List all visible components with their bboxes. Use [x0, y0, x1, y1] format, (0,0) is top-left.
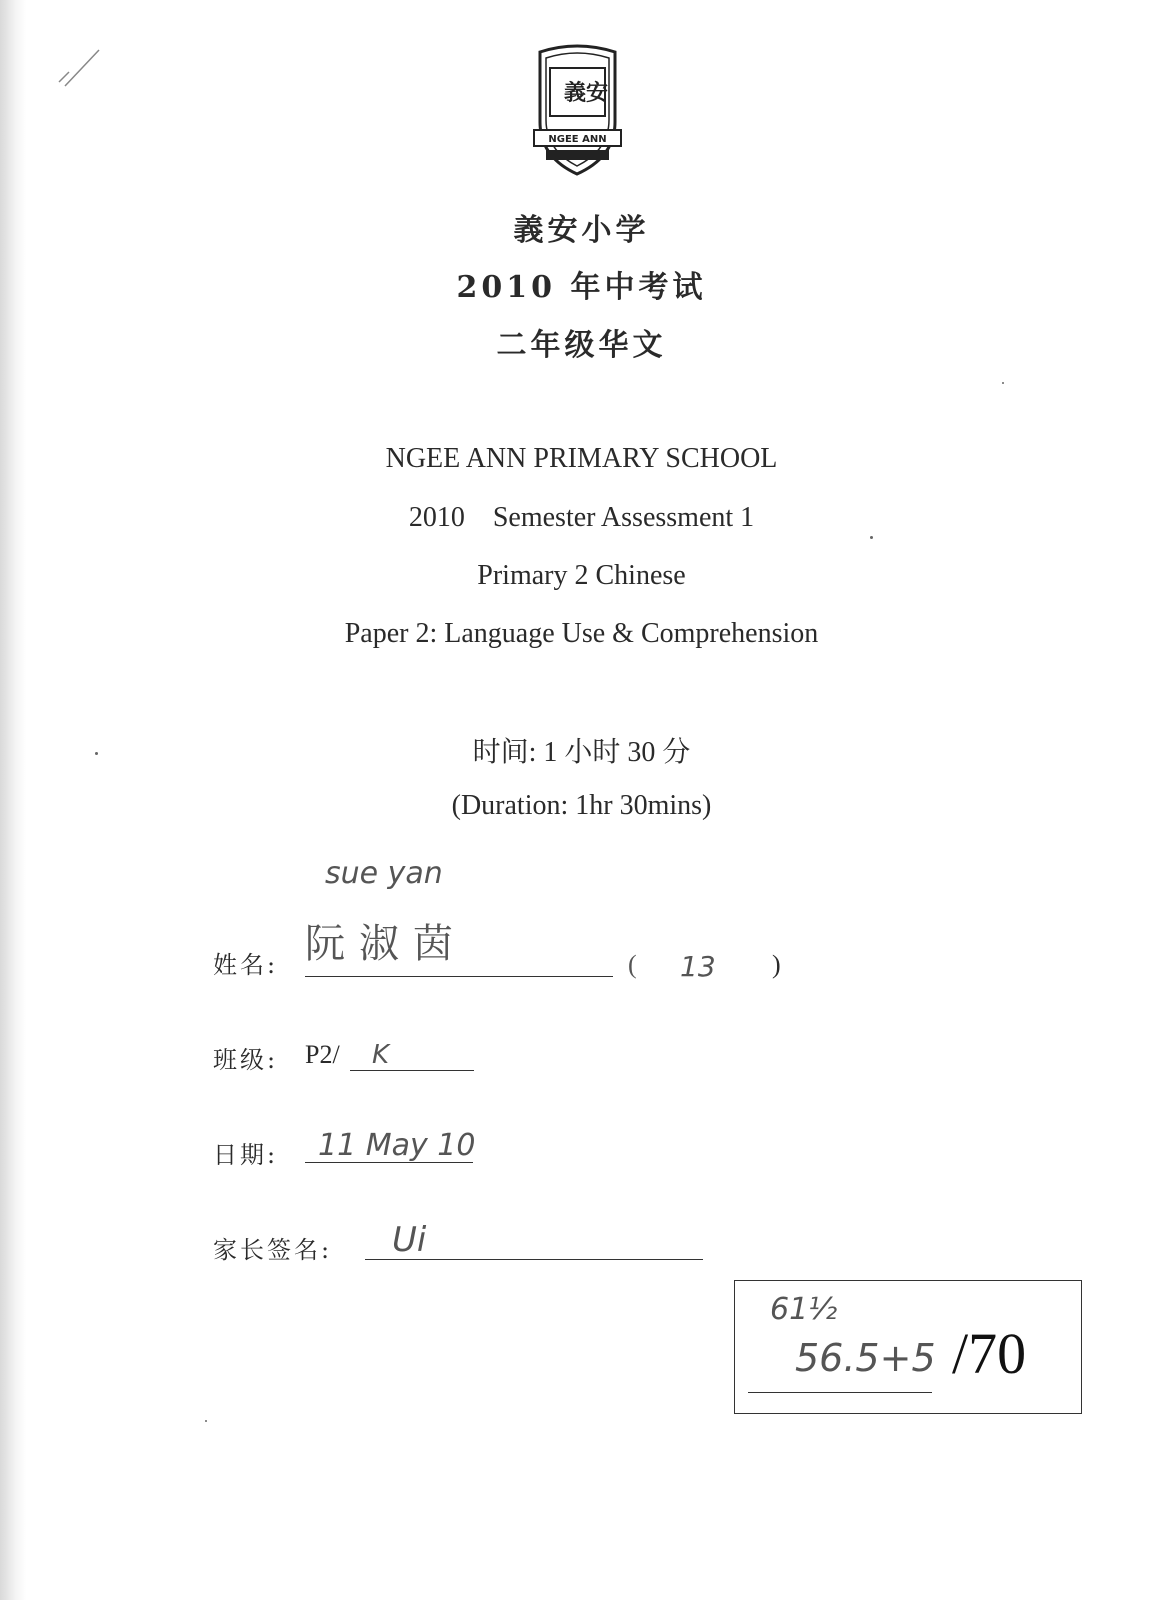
school-crest-logo	[530, 42, 625, 182]
scan-speck	[95, 752, 98, 755]
class-prefix: P2/	[305, 1040, 340, 1069]
parent-signature-label: 家长签名:	[213, 1236, 333, 1264]
parent-signature-handwritten: Ui	[392, 1220, 427, 1260]
index-number-handwritten: 13	[680, 950, 716, 983]
name-value-handwritten: 阮淑茵	[305, 921, 467, 967]
assessment-title-en: 2010 Semester Assessment 1	[408, 502, 755, 533]
score-underline	[748, 1392, 932, 1393]
level-title-en: Primary 2 Chinese	[477, 560, 686, 591]
crest-text: NGEE ANN	[548, 134, 607, 145]
school-name-cn: 義安小学	[513, 213, 650, 248]
paper-title-en: Paper 2: Language Use & Comprehension	[344, 618, 819, 649]
scan-speck	[1002, 382, 1004, 384]
score-revised-handwritten: 61½	[770, 1292, 838, 1327]
date-underline	[305, 1162, 473, 1163]
parent-signature-underline	[365, 1259, 703, 1260]
score-calc-handwritten: 56.5+5	[795, 1336, 936, 1380]
score-total: /70	[952, 1321, 1027, 1386]
index-open-paren: (	[628, 950, 637, 979]
svg-text:義: 義	[564, 80, 587, 106]
school-name-en: NGEE ANN PRIMARY SCHOOL	[385, 443, 778, 474]
date-value-handwritten: 11 May 10	[318, 1128, 476, 1163]
duration-en: (Duration: 1hr 30mins)	[451, 790, 712, 821]
date-label: 日期:	[213, 1141, 279, 1169]
class-label: 班级:	[213, 1046, 279, 1074]
tick-icon	[55, 42, 105, 92]
index-close-paren: )	[772, 950, 781, 979]
duration-cn: 时间: 1 小时 30 分	[472, 737, 691, 768]
name-pinyin-handwritten: sue yan	[325, 856, 443, 891]
subject-title-cn: 二年级华文	[496, 328, 667, 363]
exam-title-cn: 2010 年中考试	[456, 270, 707, 305]
scan-speck	[205, 1420, 207, 1422]
name-label: 姓名:	[213, 951, 279, 979]
scan-speck	[870, 536, 873, 539]
class-underline	[350, 1070, 474, 1071]
svg-text:安: 安	[586, 80, 609, 106]
class-value-handwritten: K	[372, 1040, 390, 1070]
name-underline	[305, 976, 613, 977]
